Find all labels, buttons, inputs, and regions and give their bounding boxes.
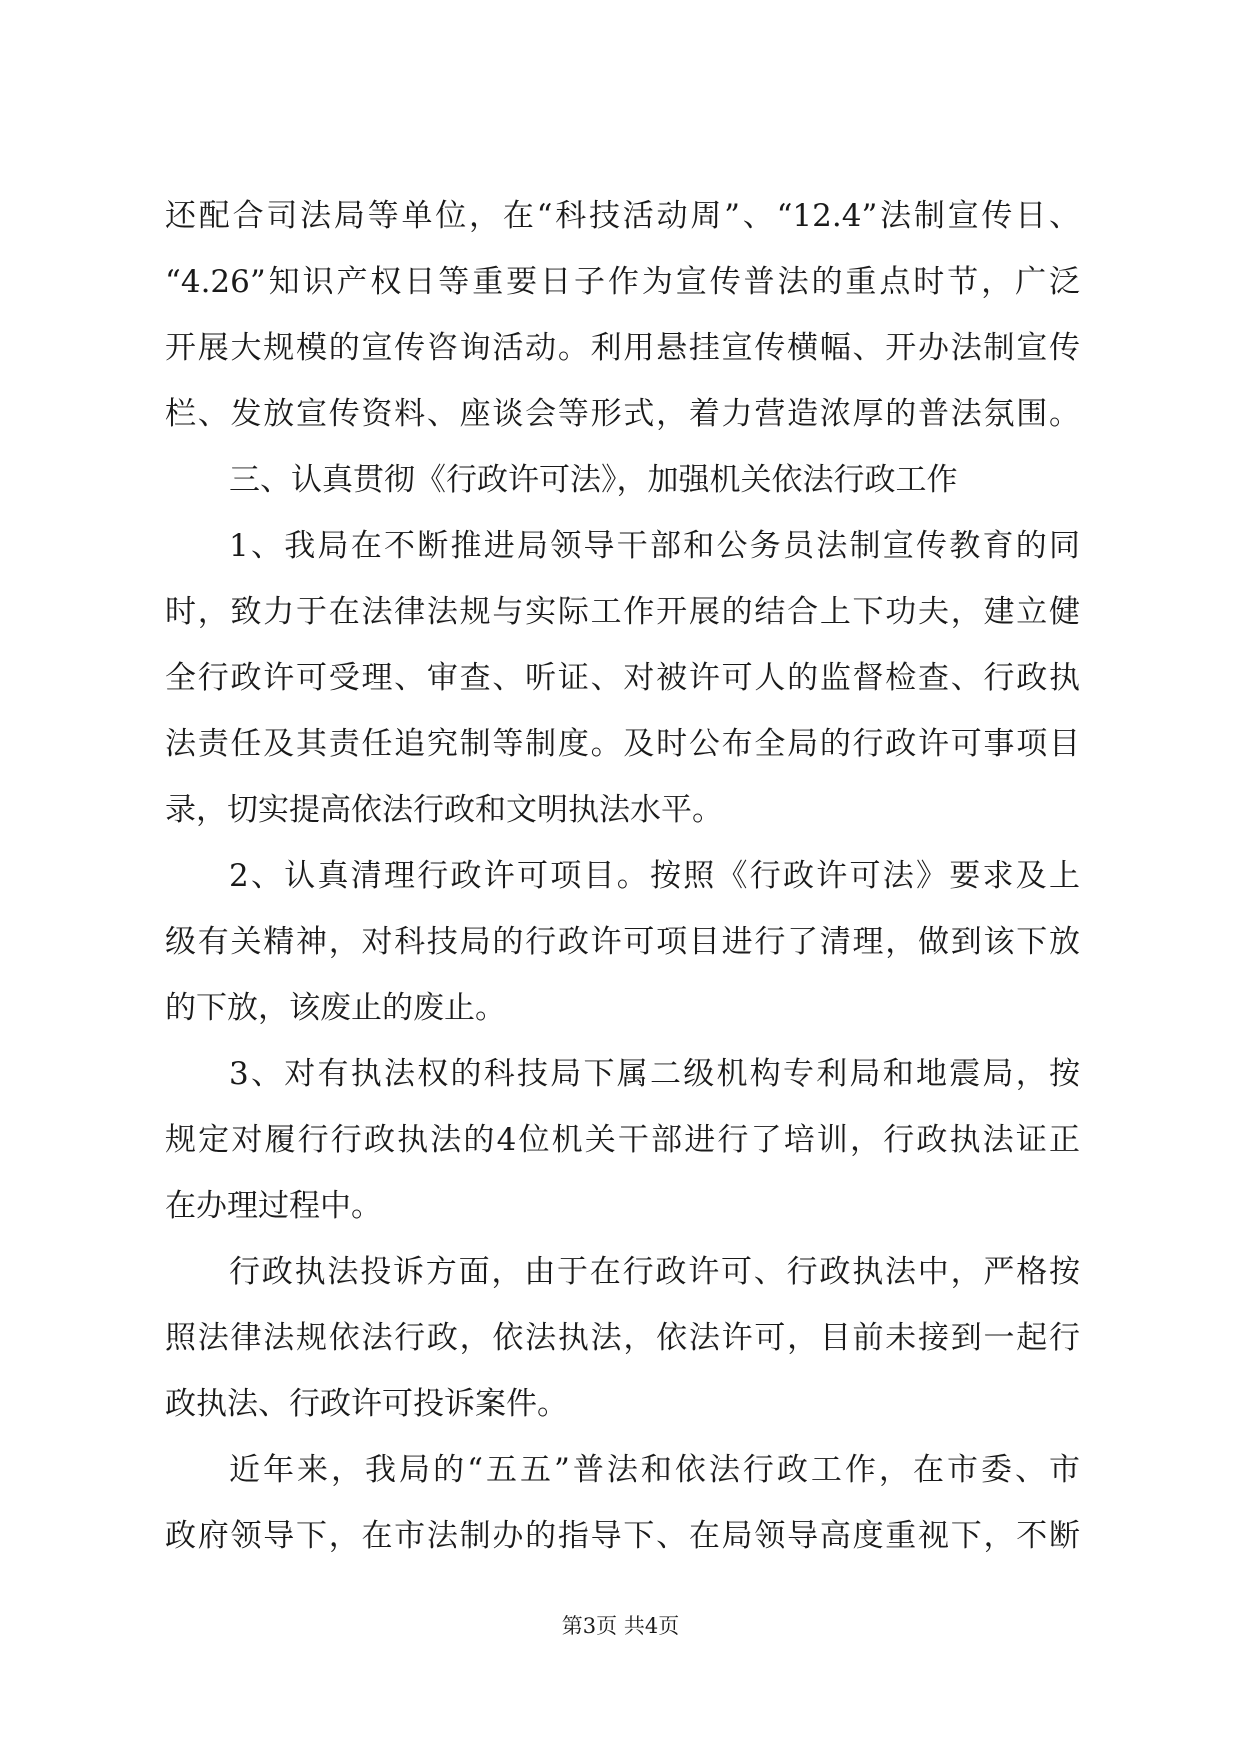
text-line: 在办理过程中。 [165,1188,382,1224]
text-line: 政执法、行政许可投诉案件。 [165,1386,568,1422]
text-line: 1、我局在不断推进局领导干部和公务员法制宣传教育的同 [229,528,1080,564]
text-line: 3、对有执法权的科技局下属二级机构专利局和地震局，按 [229,1056,1080,1092]
text-line: 行政执法投诉方面，由于在行政许可、行政执法中，严格按 [229,1254,1080,1290]
text-line: 的下放，该废止的废止。 [165,990,506,1026]
text-line: 开展大规模的宣传咨询活动。利用悬挂宣传横幅、开办法制宣传 [165,330,1080,366]
text-line: 时，致力于在法律法规与实际工作开展的结合上下功夫，建立健 [165,594,1080,630]
text-line: 2、认真清理行政许可项目。按照《行政许可法》要求及上 [229,858,1080,894]
text-line: 级有关精神，对科技局的行政许可项目进行了清理，做到该下放 [165,924,1080,960]
text-line: 法责任及其责任追究制等制度。及时公布全局的行政许可事项目 [165,726,1080,762]
text-line: 栏、发放宣传资料、座谈会等形式，着力营造浓厚的普法氛围。 [165,396,1080,432]
section-heading: 三、认真贯彻《行政许可法》，加强机关依法行政工作 [229,462,958,498]
text-line: 政府领导下，在市法制办的指导下、在局领导高度重视下，不断 [165,1518,1080,1554]
text-line: 录，切实提高依法行政和文明执法水平。 [165,792,723,828]
text-line: 规定对履行行政执法的4位机关干部进行了培训，行政执法证正 [165,1122,1080,1158]
text-line: 照法律法规依法行政，依法执法，依法许可，目前未接到一起行 [165,1320,1080,1356]
text-line: 全行政许可受理、审查、听证、对被许可人的监督检查、行政执 [165,660,1080,696]
text-line: 近年来，我局的“五五”普法和依法行政工作，在市委、市 [229,1452,1080,1488]
text-line: 还配合司法局等单位，在“科技活动周”、“12.4”法制宣传日、 [165,198,1080,234]
text-line: “4.26”知识产权日等重要日子作为宣传普法的重点时节，广泛 [165,264,1080,300]
page-number-footer: 第3页 共4页 [561,1614,680,1638]
